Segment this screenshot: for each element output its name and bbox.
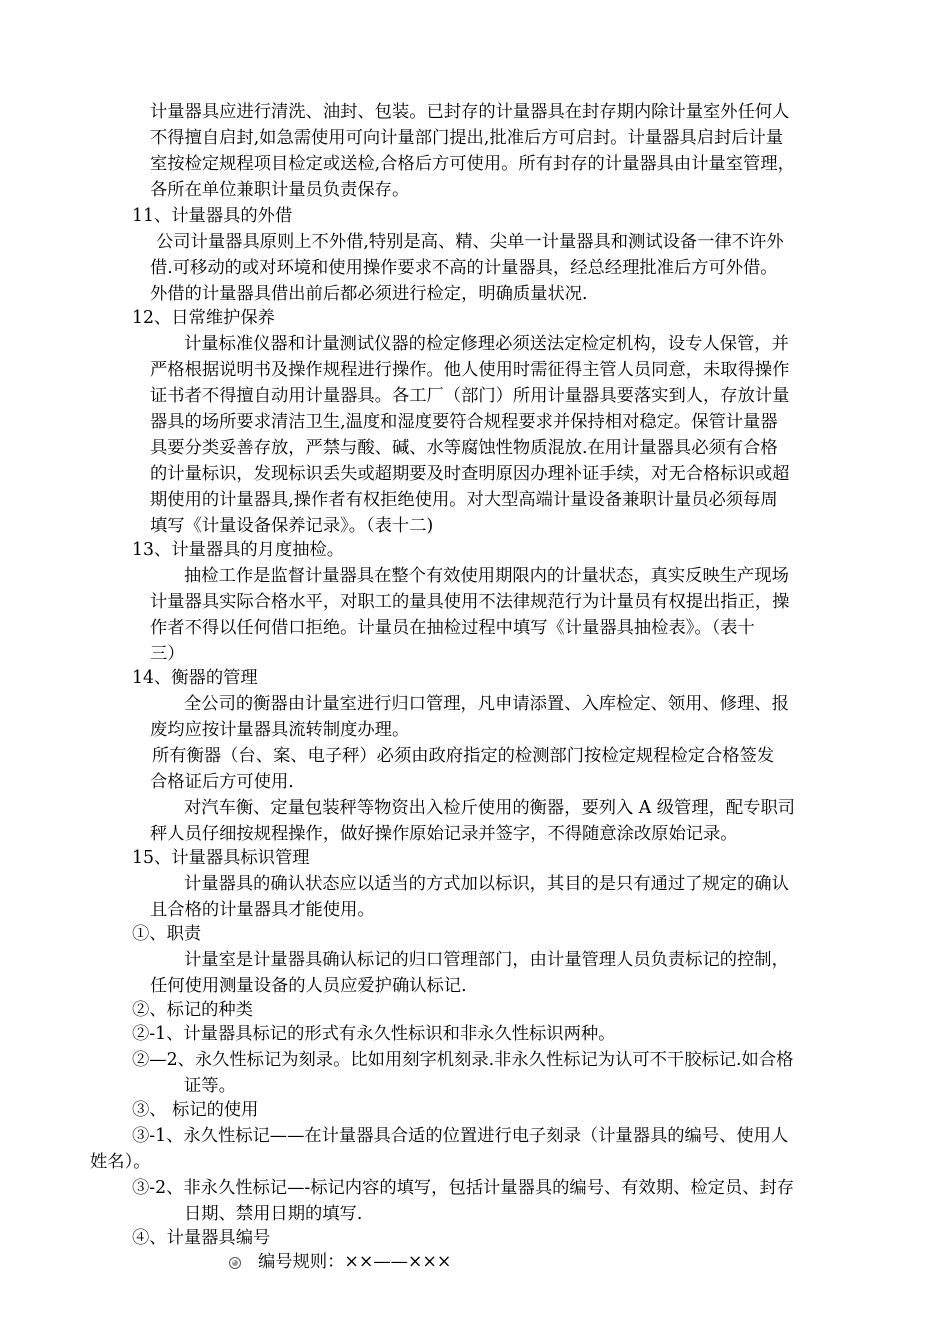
- paragraph-line: 全公司的衡器由计量室进行归口管理，凡申请添置、入库检定、领用、修理、报: [184, 694, 789, 714]
- paragraph-line: 计量器具实际合格水平，对职工的量具使用不法律规范行为计量员有权提出指正，操: [150, 592, 790, 612]
- section-heading: 12、日常维护保养: [132, 308, 275, 328]
- section-heading: 13、计量器具的月度抽检。: [132, 540, 345, 560]
- paragraph-line: 合格证后方可使用.: [150, 772, 294, 792]
- section-heading: 15、计量器具标识管理: [132, 848, 310, 868]
- numbering-rule: 编号规则：××——×××: [258, 1252, 452, 1272]
- paragraph-line: 外借的计量器具借出前后都必须进行检定，明确质量状况.: [150, 284, 588, 304]
- paragraph-line: 填写《计量设备保养记录》。（表十二): [150, 516, 434, 536]
- paragraph-line: 抽检工作是监督计量器具在整个有效使用期限内的计量状态，真实反映生产现场: [184, 566, 789, 586]
- paragraph-line: 计量标准仪器和计量测试仪器的检定修理必须送法定检定机构，设专人保管，并: [184, 334, 789, 354]
- paragraph-line: ②—2、永久性标记为刻录。比如用刻字机刻录.非永久性标记为认可不干胶标记.如合格: [132, 1050, 794, 1070]
- paragraph-line: 器具的场所要求清洁卫生,温度和湿度要符合规程要求并保持相对稳定。保管计量器: [150, 412, 778, 432]
- paragraph-line: 秤人员仔细按规程操作，做好操作原始记录并签字，不得随意涂改原始记录。: [150, 824, 738, 844]
- subsection-heading: ②、标记的种类: [132, 1000, 253, 1020]
- paragraph-line: 计量器具的确认状态应以适当的方式加以标识，其目的是只有通过了规定的确认: [184, 874, 789, 894]
- paragraph-line: 公司计量器具原则上不外借,特别是高、精、尖单一计量器具和测试设备一律不许外: [156, 232, 784, 252]
- paragraph-line: 借.可移动的或对环境和使用操作要求不高的计量器具，经总经理批准后方可外借。: [150, 258, 778, 278]
- paragraph-line: ③-1、永久性标记——在计量器具合适的位置进行电子刻录（计量器具的编号、使用人: [132, 1126, 789, 1146]
- paragraph-line: 室按检定规程项目检定或送检,合格后方可使用。所有封存的计量器具由计量室管理，: [150, 154, 795, 174]
- paragraph-line: ②-1、计量器具标记的形式有永久性标识和非永久性标识两种。: [132, 1024, 616, 1044]
- paragraph-line: 所有衡器（台、案、电子秤）必须由政府指定的检测部门按检定规程检定合格签发: [152, 746, 775, 766]
- paragraph-line: 姓名）。: [90, 1152, 151, 1172]
- paragraph-line: 计量器具应进行清洗、油封、包装。已封存的计量器具在封存期内除计量室外任何人: [150, 102, 790, 122]
- paragraph-line: 期使用的计量器具,操作者有权拒绝使用。对大型高端计量设备兼职计量员必须每周: [150, 490, 778, 510]
- paragraph-line: 作者不得以任何借口拒绝。计量员在抽检过程中填写《计量器具抽检表》。（表十: [150, 618, 755, 638]
- paragraph-line: 不得擅自启封,如急需使用可向计量部门提出,批准后方可启封。计量器具启封后计量: [150, 128, 784, 148]
- paragraph-line: 日期、禁用日期的填写.: [184, 1204, 363, 1224]
- paragraph-line: 各所在单位兼职计量员负责保存。: [150, 180, 410, 200]
- section-heading: 11、计量器具的外借: [132, 206, 293, 226]
- bullet-icon: [228, 1253, 242, 1267]
- paragraph-line: 证书者不得擅自动用计量器具。各工厂（部门）所用计量器具要落实到人，存放计量: [150, 386, 790, 406]
- paragraph-line: 证等。: [184, 1076, 236, 1096]
- subsection-heading: ①、职责: [132, 924, 202, 944]
- paragraph-line: 的计量标识，发现标识丢失或超期要及时查明原因办理补证手续，对无合格标识或超: [150, 464, 790, 484]
- paragraph-line: 计量室是计量器具确认标记的归口管理部门，由计量管理人员负责标记的控制，: [184, 950, 789, 970]
- paragraph-line: 具要分类妥善存放，严禁与酸、碱、水等腐蚀性物质混放.在用计量器具必须有合格: [150, 438, 778, 458]
- subsection-heading: ④、计量器具编号: [132, 1228, 271, 1248]
- section-heading: 14、衡器的管理: [132, 668, 258, 688]
- paragraph-line: 对汽车衡、定量包装秤等物资出入检斤使用的衡器，要列入 A 级管理，配专职司: [184, 798, 796, 818]
- paragraph-line: 三）: [150, 644, 185, 664]
- paragraph-line: 废均应按计量器具流转制度办理。: [150, 720, 410, 740]
- subsection-heading: ③、 标记的使用: [132, 1100, 259, 1120]
- paragraph-line: 严格根据说明书及操作规程进行操作。他人使用时需征得主管人员同意，未取得操作: [150, 360, 790, 380]
- paragraph-line: 且合格的计量器具才能使用。: [150, 900, 375, 920]
- paragraph-line: 任何使用测量设备的人员应爱护确认标记.: [150, 976, 467, 996]
- paragraph-line: ③-2、非永久性标记—-标记内容的填写，包括计量器具的编号、有效期、检定员、封存: [132, 1178, 795, 1198]
